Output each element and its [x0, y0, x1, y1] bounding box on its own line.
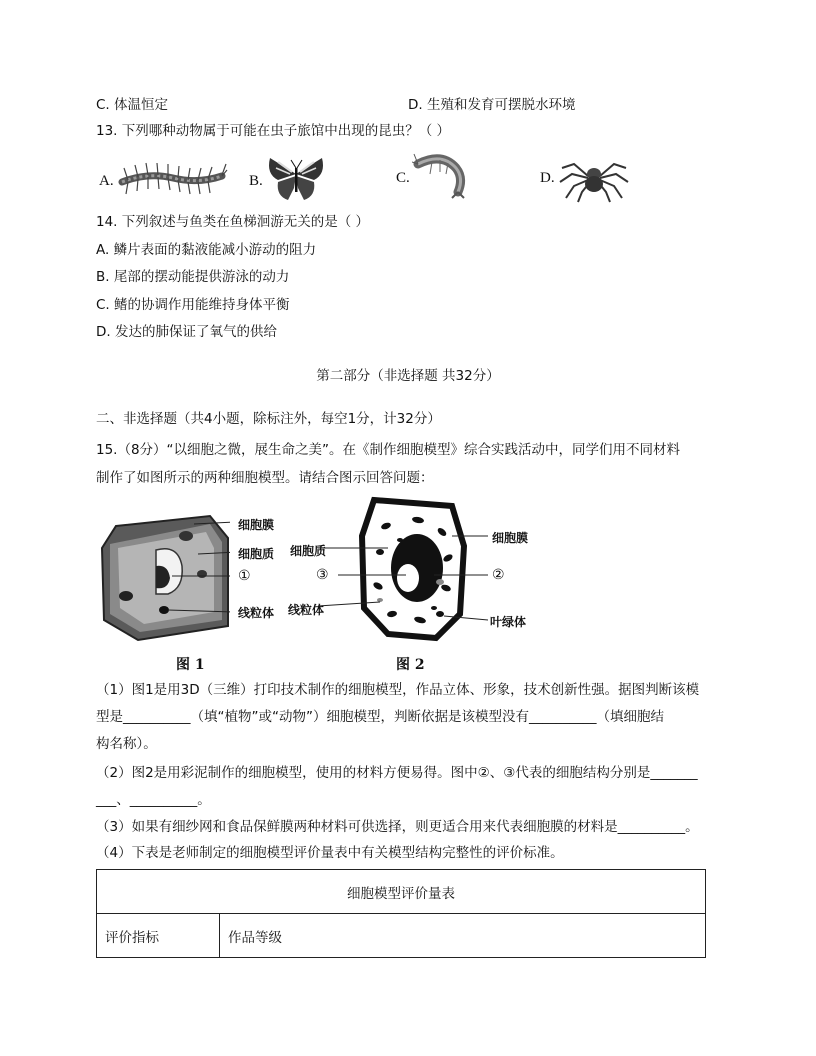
- fig2-label-mitochondria: 线粒体: [288, 603, 325, 617]
- fig1-label-mitochondria: 线粒体: [238, 606, 275, 620]
- fig2-label-chloroplast: 叶绿体: [490, 615, 527, 629]
- q15-sub2-line2: ___、__________。: [96, 792, 211, 808]
- fig1-label-cell-membrane: 细胞膜: [238, 518, 275, 532]
- fig1-animal-cell-drawing: [98, 508, 230, 646]
- table-title-row: [97, 870, 706, 914]
- fig1-caption: 图 1: [176, 657, 205, 673]
- q15-sub1-line3: 构名称）。: [96, 736, 157, 752]
- q12-option-d: D. 生殖和发育可摆脱水环境: [408, 97, 576, 113]
- q13-option-c-letter: C.: [396, 170, 410, 186]
- fig2-label-cytoplasm: 细胞质: [290, 544, 327, 558]
- q15-sub2-line1: （2）图2是用彩泥制作的细胞模型，使用的材料方便易得。图中②、③代表的细胞结构分别是_______: [96, 765, 698, 781]
- fig2-caption: 图 2: [396, 657, 425, 673]
- centipede-icon: [118, 160, 228, 200]
- butterfly-icon: [266, 154, 326, 204]
- q13-stem: 13. 下列哪种动物属于可能在虫子旅馆中出现的昆虫？（ ）: [96, 123, 451, 139]
- fig2-label-2: ②: [492, 567, 505, 583]
- evaluation-table: [96, 869, 706, 958]
- q15-intro-line2: 制作了如图所示的两种细胞模型。请结合图示回答问题：: [96, 470, 434, 486]
- table-header-indicator: 评价指标: [97, 914, 220, 958]
- q15-sub3: （3）如果有细纱网和食品保鲜膜两种材料可供选择，则更适合用来代表细胞膜的材料是__________。: [96, 819, 699, 835]
- q14-option-a: A. 鳞片表面的黏液能减小游动的阻力: [96, 242, 317, 258]
- q15-sub1-line1: （1）图1是用3D（三维）打印技术制作的细胞模型，作品立体、形象，技术创新性强。据图判断该模: [96, 682, 700, 698]
- fig2-label-cell-membrane: 细胞膜: [492, 531, 529, 545]
- table-header-grade: 作品等级: [220, 914, 706, 958]
- q15-sub1-line2: 型是__________（填“植物”或“动物”）细胞模型，判断依据是该模型没有__________（填细胞结: [96, 709, 664, 725]
- fig1-label-cytoplasm: 细胞质: [238, 547, 275, 561]
- q13-option-b-letter: B.: [249, 173, 263, 189]
- fig2-plant-cell-drawing: [318, 496, 488, 642]
- q12-option-c: C. 体温恒定: [96, 97, 169, 113]
- q13-option-d-letter: D.: [540, 170, 555, 186]
- section2-heading: 二、非选择题（共4小题，除标注外，每空1分，计32分）: [96, 411, 441, 427]
- q14-option-c: C. 鳍的协调作用能维持身体平衡: [96, 297, 290, 313]
- q15-intro-line1: 15.（8分）“以细胞之微，展生命之美”。在《制作细胞模型》综合实践活动中，同学们用不同材料: [96, 442, 681, 458]
- q14-option-d: D. 发达的肺保证了氧气的供给: [96, 324, 277, 340]
- part2-title: 第二部分（非选择题 共32分）: [316, 368, 500, 384]
- spider-icon: [558, 152, 630, 204]
- q14-stem: 14. 下列叙述与鱼类在鱼梯洄游无关的是（ ）: [96, 214, 370, 230]
- table-title: 细胞模型评价量表: [97, 870, 706, 914]
- shrimp-icon: [412, 150, 472, 200]
- fig1-label-1: ①: [238, 568, 251, 584]
- fig2-label-3: ③: [316, 567, 329, 583]
- table-header-row: [97, 914, 706, 958]
- q13-option-a-letter: A.: [99, 173, 114, 189]
- q15-sub4: （4）下表是老师制定的细胞模型评价量表中有关模型结构完整性的评价标准。: [96, 845, 564, 861]
- q14-option-b: B. 尾部的摆动能提供游泳的动力: [96, 269, 290, 285]
